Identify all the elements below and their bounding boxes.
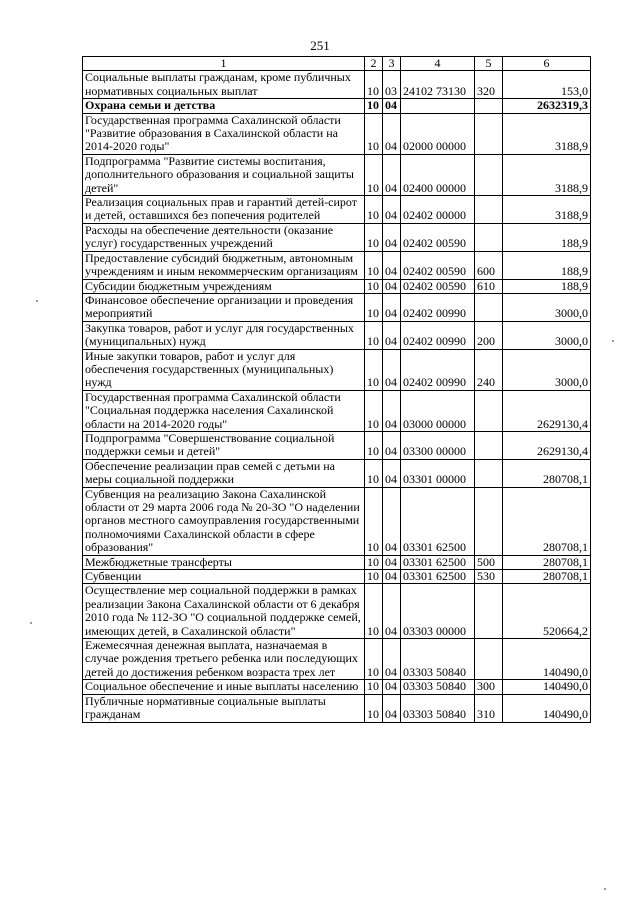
row-target-article-code: 02402 00990 — [401, 321, 475, 349]
table-row — [83, 223, 591, 251]
row-amount: 188,9 — [503, 251, 591, 279]
row-expense-type-code: 320 — [475, 71, 503, 99]
row-expense-type-code — [475, 584, 503, 639]
table-row — [83, 694, 591, 722]
row-subsection-code: 04 — [383, 390, 401, 431]
row-description: Закупка товаров, работ и услуг для государственных (муниципальных) нужд — [83, 321, 365, 349]
scan-speck — [36, 300, 38, 302]
row-target-article-code: 03301 62500 — [401, 487, 475, 555]
row-description: Социальные выплаты гражданам, кроме публичных нормативных социальных выплат — [83, 71, 365, 99]
row-amount: 520664,2 — [503, 584, 591, 639]
row-amount: 188,9 — [503, 279, 591, 293]
row-section-code: 10 — [365, 223, 383, 251]
row-description: Субвенция на реализацию Закона Сахалинской области от 29 марта 2006 года № 20-ЗО "О наделении органов местного самоуправления государственными полномочиями Сахалинской области в сфере образования" — [83, 487, 365, 555]
table-row — [83, 555, 591, 569]
row-target-article-code: 02402 00000 — [401, 196, 475, 224]
row-description: Осуществление мер социальной поддержки в рамках реализации Закона Сахалинской области от 6 декабря 2010 года № 112-ЗО "О социальной поддержке семей, имеющих детей, в Сахалинской области" — [83, 584, 365, 639]
row-target-article-code: 03301 00000 — [401, 459, 475, 487]
column-header: 3 — [383, 57, 401, 71]
table-row — [83, 570, 591, 584]
row-description: Реализация социальных прав и гарантий детей-сирот и детей, оставшихся без попечения родителей — [83, 196, 365, 224]
row-section-code: 10 — [365, 570, 383, 584]
table-row — [83, 431, 591, 459]
column-header: 2 — [365, 57, 383, 71]
row-section-code: 10 — [365, 279, 383, 293]
row-subsection-code: 04 — [383, 639, 401, 680]
row-description: Обеспечение реализации прав семей с детьми на меры социальной поддержки — [83, 459, 365, 487]
row-description: Иные закупки товаров, работ и услуг для обеспечения государственных (муниципальных) нужд — [83, 349, 365, 390]
table-row — [83, 113, 591, 154]
row-description: Ежемесячная денежная выплата, назначаемая в случае рождения третьего ребенка или последующих детей до достижения ребенком возраста трех лет — [83, 639, 365, 680]
row-expense-type-code: 530 — [475, 570, 503, 584]
row-description: Публичные нормативные социальные выплаты гражданам — [83, 694, 365, 722]
row-section-code: 10 — [365, 71, 383, 99]
row-target-article-code — [401, 99, 475, 113]
row-target-article-code: 03303 50840 — [401, 680, 475, 694]
row-amount: 3188,9 — [503, 154, 591, 195]
row-subsection-code: 04 — [383, 680, 401, 694]
row-subsection-code: 04 — [383, 99, 401, 113]
row-target-article-code: 02402 00990 — [401, 349, 475, 390]
row-expense-type-code: 610 — [475, 279, 503, 293]
row-subsection-code: 04 — [383, 223, 401, 251]
row-section-code: 10 — [365, 459, 383, 487]
row-section-code: 10 — [365, 584, 383, 639]
row-section-code: 10 — [365, 555, 383, 569]
row-section-code: 10 — [365, 639, 383, 680]
row-target-article-code: 03301 62500 — [401, 555, 475, 569]
row-target-article-code: 03303 00000 — [401, 584, 475, 639]
row-expense-type-code — [475, 639, 503, 680]
row-expense-type-code — [475, 459, 503, 487]
row-amount: 3188,9 — [503, 196, 591, 224]
row-subsection-code: 04 — [383, 279, 401, 293]
row-section-code: 10 — [365, 196, 383, 224]
row-amount: 2632319,3 — [503, 99, 591, 113]
row-subsection-code: 04 — [383, 694, 401, 722]
row-description: Подпрограмма "Развитие системы воспитания, дополнительного образования и социальной защиты детей" — [83, 154, 365, 195]
row-description: Межбюджетные трансферты — [83, 555, 365, 569]
row-target-article-code: 02000 00000 — [401, 113, 475, 154]
table-row — [83, 680, 591, 694]
row-amount: 140490,0 — [503, 694, 591, 722]
row-expense-type-code: 200 — [475, 321, 503, 349]
row-subsection-code: 03 — [383, 71, 401, 99]
column-header: 5 — [475, 57, 503, 71]
row-amount: 2629130,4 — [503, 390, 591, 431]
row-amount: 280708,1 — [503, 487, 591, 555]
row-amount: 188,9 — [503, 223, 591, 251]
row-target-article-code: 02402 00590 — [401, 251, 475, 279]
row-target-article-code: 03303 50840 — [401, 639, 475, 680]
table-row — [83, 349, 591, 390]
row-description: Финансовое обеспечение организации и проведения мероприятий — [83, 293, 365, 321]
row-amount: 2629130,4 — [503, 431, 591, 459]
row-description: Предоставление субсидий бюджетным, автономным учреждениям и иным некоммерческим организациям — [83, 251, 365, 279]
table-row — [83, 639, 591, 680]
row-subsection-code: 04 — [383, 431, 401, 459]
page-number: 251 — [310, 38, 330, 53]
row-amount: 153,0 — [503, 71, 591, 99]
row-target-article-code: 03000 00000 — [401, 390, 475, 431]
row-section-code: 10 — [365, 431, 383, 459]
row-description: Охрана семьи и детства — [83, 99, 365, 113]
row-description: Субвенции — [83, 570, 365, 584]
row-expense-type-code — [475, 431, 503, 459]
table-row — [83, 99, 591, 113]
column-header: 4 — [401, 57, 475, 71]
row-expense-type-code: 600 — [475, 251, 503, 279]
scan-speck — [30, 622, 32, 624]
row-subsection-code: 04 — [383, 487, 401, 555]
row-expense-type-code — [475, 113, 503, 154]
row-expense-type-code — [475, 390, 503, 431]
row-section-code: 10 — [365, 251, 383, 279]
row-description: Социальное обеспечение и иные выплаты населению — [83, 680, 365, 694]
row-expense-type-code — [475, 293, 503, 321]
row-subsection-code: 04 — [383, 196, 401, 224]
row-section-code: 10 — [365, 694, 383, 722]
row-target-article-code: 02402 00990 — [401, 293, 475, 321]
row-expense-type-code — [475, 223, 503, 251]
row-expense-type-code: 240 — [475, 349, 503, 390]
row-target-article-code: 03303 50840 — [401, 694, 475, 722]
table-row — [83, 459, 591, 487]
row-amount: 3188,9 — [503, 113, 591, 154]
row-target-article-code: 03300 00000 — [401, 431, 475, 459]
row-section-code: 10 — [365, 390, 383, 431]
row-subsection-code: 04 — [383, 113, 401, 154]
row-description: Расходы на обеспечение деятельности (оказание услуг) государственных учреждений — [83, 223, 365, 251]
row-section-code: 10 — [365, 99, 383, 113]
row-section-code: 10 — [365, 293, 383, 321]
column-header-row — [83, 57, 591, 71]
table-row — [83, 71, 591, 99]
row-description: Подпрограмма "Совершенствование социальной поддержки семьи и детей" — [83, 431, 365, 459]
row-target-article-code: 03301 62500 — [401, 570, 475, 584]
row-subsection-code: 04 — [383, 154, 401, 195]
column-header: 1 — [83, 57, 365, 71]
row-subsection-code: 04 — [383, 251, 401, 279]
table-row — [83, 251, 591, 279]
row-amount: 280708,1 — [503, 570, 591, 584]
table-row — [83, 196, 591, 224]
row-section-code: 10 — [365, 321, 383, 349]
row-subsection-code: 04 — [383, 293, 401, 321]
row-amount: 280708,1 — [503, 555, 591, 569]
row-amount: 140490,0 — [503, 680, 591, 694]
row-description: Государственная программа Сахалинской области "Социальная поддержка населения Сахалинской области на 2014-2020 годы" — [83, 390, 365, 431]
row-section-code: 10 — [365, 154, 383, 195]
row-target-article-code: 02402 00590 — [401, 223, 475, 251]
row-subsection-code: 04 — [383, 459, 401, 487]
row-subsection-code: 04 — [383, 570, 401, 584]
row-expense-type-code — [475, 154, 503, 195]
row-section-code: 10 — [365, 113, 383, 154]
row-amount: 3000,0 — [503, 349, 591, 390]
budget-table — [82, 56, 591, 723]
row-description: Государственная программа Сахалинской области "Развитие образования в Сахалинской области на 2014-2020 годы" — [83, 113, 365, 154]
row-expense-type-code — [475, 99, 503, 113]
row-expense-type-code — [475, 487, 503, 555]
table-row — [83, 321, 591, 349]
row-subsection-code: 04 — [383, 555, 401, 569]
row-subsection-code: 04 — [383, 584, 401, 639]
scan-speck — [612, 340, 614, 342]
table-row — [83, 279, 591, 293]
row-expense-type-code: 310 — [475, 694, 503, 722]
row-section-code: 10 — [365, 680, 383, 694]
row-target-article-code: 24102 73130 — [401, 71, 475, 99]
row-amount: 3000,0 — [503, 321, 591, 349]
column-header: 6 — [503, 57, 591, 71]
row-section-code: 10 — [365, 487, 383, 555]
row-subsection-code: 04 — [383, 349, 401, 390]
table-row — [83, 584, 591, 639]
row-subsection-code: 04 — [383, 321, 401, 349]
row-target-article-code: 02402 00590 — [401, 279, 475, 293]
row-description: Субсидии бюджетным учреждениям — [83, 279, 365, 293]
row-target-article-code: 02400 00000 — [401, 154, 475, 195]
table-row — [83, 390, 591, 431]
table-row — [83, 487, 591, 555]
table-row — [83, 293, 591, 321]
row-expense-type-code: 300 — [475, 680, 503, 694]
row-expense-type-code — [475, 196, 503, 224]
row-amount: 140490,0 — [503, 639, 591, 680]
row-amount: 280708,1 — [503, 459, 591, 487]
row-expense-type-code: 500 — [475, 555, 503, 569]
row-section-code: 10 — [365, 349, 383, 390]
row-amount: 3000,0 — [503, 293, 591, 321]
scan-speck — [604, 888, 606, 890]
table-row — [83, 154, 591, 195]
